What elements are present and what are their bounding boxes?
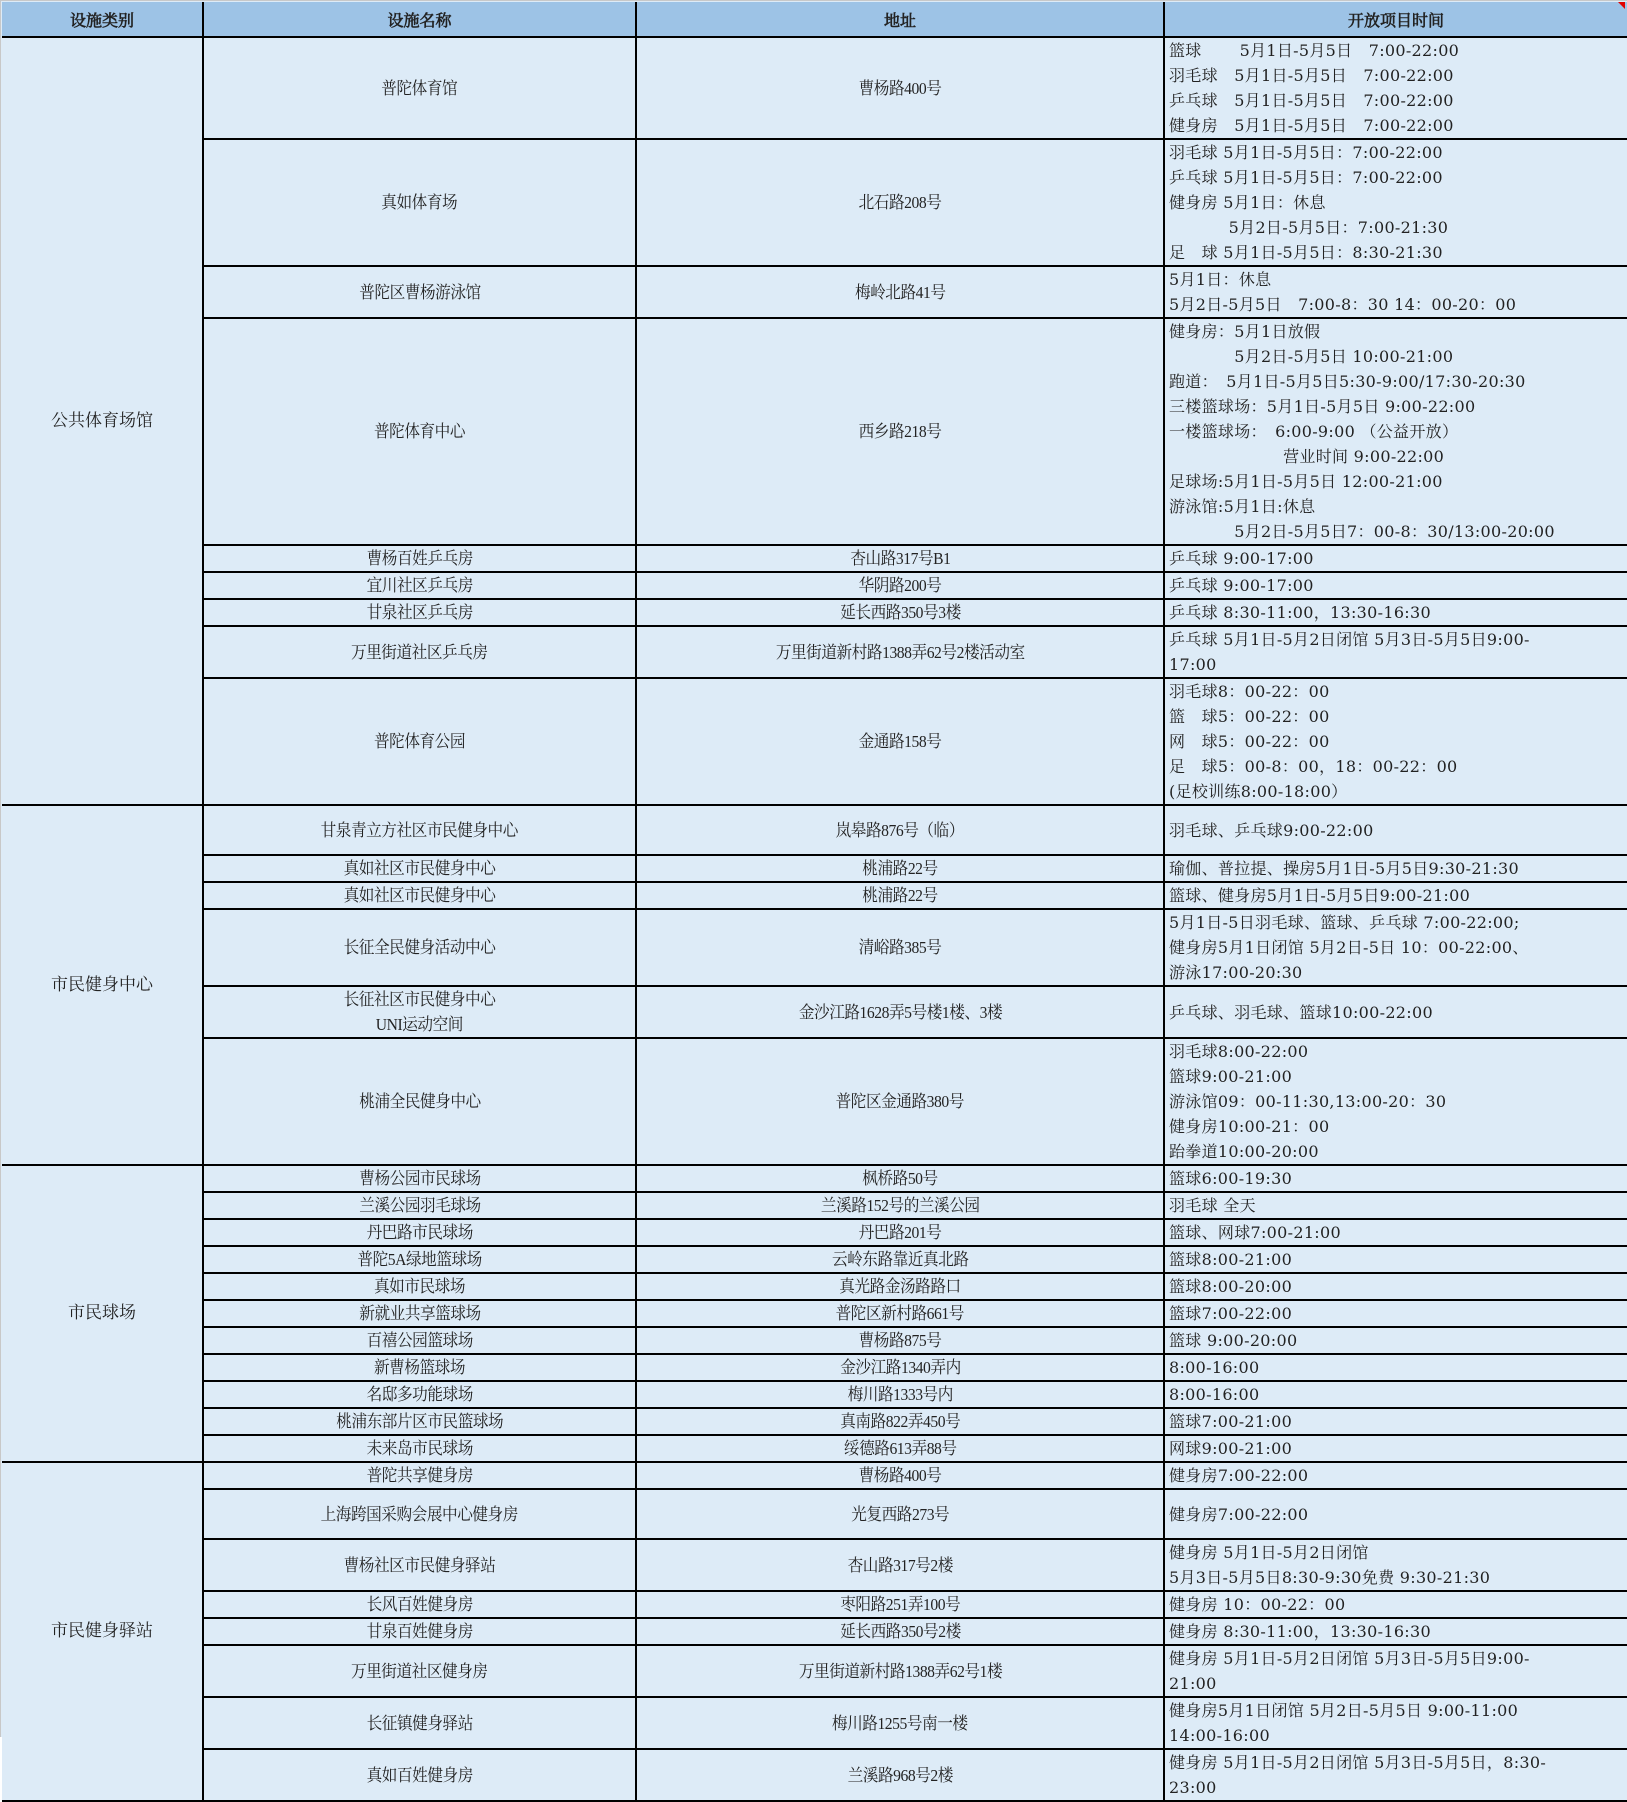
facility-name-cell[interactable] bbox=[203, 1462, 636, 1489]
facility-name: 名邸多功能球场 bbox=[366, 1385, 473, 1404]
facility-name-cell[interactable] bbox=[203, 626, 636, 678]
opening-hours-cell[interactable] bbox=[1164, 1300, 1627, 1327]
facility-name: 万里街道社区乒乓房 bbox=[351, 642, 488, 662]
address-cell[interactable] bbox=[636, 855, 1164, 882]
address-text: 丹巴路201号 bbox=[858, 1223, 942, 1242]
address-cell[interactable] bbox=[636, 1038, 1164, 1165]
address-cell[interactable] bbox=[636, 626, 1164, 678]
opening-hours-cell[interactable] bbox=[1164, 1591, 1627, 1618]
hours-line: 健身房 8:30-11:00，13:30-16:30 bbox=[1169, 1622, 1431, 1641]
hours-line: 瑜伽、普拉提、操房5月1日-5月5日9:30-21:30 bbox=[1169, 859, 1519, 878]
hours-line: 羽毛球8：00-22：00 bbox=[1169, 682, 1330, 701]
hours-line: 羽毛球 全天 bbox=[1169, 1196, 1256, 1215]
address-text: 绥德路613弄88号 bbox=[843, 1439, 957, 1458]
hours-line: 健身房 5月1日：休息 bbox=[1169, 193, 1326, 212]
hours-line: 一楼篮球场： 6:00-9:00 （公益开放） bbox=[1169, 422, 1459, 441]
facility-name: 普陀区曹杨游泳馆 bbox=[358, 282, 481, 302]
table-row bbox=[2, 1327, 1627, 1354]
table-row bbox=[2, 1408, 1627, 1435]
category-label: 市民健身中心 bbox=[51, 974, 153, 995]
facility-name-cell[interactable] bbox=[203, 1435, 636, 1462]
address-cell[interactable] bbox=[636, 1165, 1164, 1192]
facility-name-cell[interactable] bbox=[203, 1408, 636, 1435]
table-row bbox=[2, 1354, 1627, 1381]
opening-hours-cell[interactable] bbox=[1164, 1165, 1627, 1192]
opening-hours-cell[interactable] bbox=[1164, 626, 1627, 678]
facility-name-cell[interactable] bbox=[203, 1246, 636, 1273]
hours-line: 8:00-16:00 bbox=[1169, 1358, 1260, 1377]
facility-name-cell[interactable] bbox=[203, 678, 636, 805]
facility-name: 宜川社区乒乓房 bbox=[366, 576, 473, 595]
facility-name: 真如市民球场 bbox=[373, 1277, 466, 1296]
facility-name: 桃浦全民健身中心 bbox=[358, 1092, 481, 1111]
hours-line: 篮球9:00-21:00 bbox=[1169, 1067, 1293, 1086]
facility-name: 普陀5A绿地篮球场 bbox=[357, 1250, 482, 1269]
hours-line: 乒乓球 5月1日-5月5日：7:00-22:00 bbox=[1169, 168, 1443, 187]
opening-hours-cell[interactable] bbox=[1164, 1038, 1627, 1165]
facility-name-cell[interactable] bbox=[203, 139, 636, 266]
hours-line: 健身房 5月1日-5月2日闭馆 bbox=[1169, 1543, 1369, 1562]
address-text: 曹杨路400号 bbox=[858, 1466, 942, 1485]
address-text: 桃浦路22号 bbox=[862, 886, 938, 905]
address-text: 真光路金汤路路口 bbox=[839, 1277, 961, 1296]
address-cell[interactable] bbox=[636, 882, 1164, 909]
opening-hours-cell[interactable] bbox=[1164, 1246, 1627, 1273]
hours-line: 健身房 5月1日-5月2日闭馆 5月3日-5月5日9:00- bbox=[1169, 1649, 1530, 1668]
opening-hours-cell[interactable] bbox=[1164, 1462, 1627, 1489]
address-text: 桃浦路22号 bbox=[862, 859, 938, 878]
hours-line: 游泳馆09：00-11:30,13:00-20：30 bbox=[1169, 1092, 1447, 1111]
hours-line: 乒乓球 5月1日-5月2日闭馆 5月3日-5月5日9:00- bbox=[1169, 630, 1530, 649]
facility-name: 普陀体育公园 bbox=[373, 732, 466, 751]
address-cell[interactable] bbox=[636, 572, 1164, 599]
address-cell[interactable] bbox=[636, 545, 1164, 572]
hours-line: 篮球 9:00-20:00 bbox=[1169, 1331, 1298, 1350]
category-cell[interactable] bbox=[2, 1462, 203, 1801]
hours-line: 乒乓球 8:30-11:00，13:30-16:30 bbox=[1169, 603, 1431, 622]
table-row bbox=[2, 1591, 1627, 1618]
hours-line: 健身房 5月1日-5月5日 7:00-22:00 bbox=[1169, 116, 1454, 135]
table-row bbox=[2, 1192, 1627, 1219]
hours-line: 乒乓球、羽毛球、篮球10:00-22:00 bbox=[1169, 1002, 1433, 1022]
opening-hours-cell[interactable] bbox=[1164, 266, 1627, 318]
address-cell[interactable] bbox=[636, 1618, 1164, 1645]
table-row bbox=[2, 909, 1627, 986]
opening-hours-cell[interactable] bbox=[1164, 1435, 1627, 1462]
address-cell[interactable] bbox=[636, 1749, 1164, 1801]
facility-name-cell[interactable] bbox=[203, 1749, 636, 1801]
address-text: 梅川路1255号南一楼 bbox=[832, 1713, 968, 1733]
address-text: 梅岭北路41号 bbox=[854, 282, 946, 302]
address-cell[interactable] bbox=[636, 318, 1164, 545]
facility-name-cell[interactable] bbox=[203, 1697, 636, 1749]
address-cell[interactable] bbox=[636, 139, 1164, 266]
hours-line: 游泳17:00-20:30 bbox=[1169, 963, 1303, 982]
address-cell[interactable] bbox=[636, 1273, 1164, 1300]
facility-name-cell[interactable] bbox=[203, 1327, 636, 1354]
facility-name-cell[interactable] bbox=[203, 882, 636, 909]
facility-name: 万里街道社区健身房 bbox=[351, 1661, 488, 1681]
facility-name-cell[interactable] bbox=[203, 37, 636, 139]
opening-hours-cell[interactable] bbox=[1164, 1354, 1627, 1381]
hours-line: 篮球、健身房5月1日-5月5日9:00-21:00 bbox=[1169, 886, 1471, 905]
facility-name: 未来岛市民球场 bbox=[366, 1439, 473, 1458]
address-text: 北石路208号 bbox=[858, 193, 942, 212]
facility-name: 上海跨国采购会展中心健身房 bbox=[320, 1504, 519, 1524]
opening-hours-cell[interactable] bbox=[1164, 1192, 1627, 1219]
address-cell[interactable] bbox=[636, 266, 1164, 318]
hours-line: 游泳馆:5月1日:休息 bbox=[1169, 497, 1316, 516]
address-text: 云岭东路靠近真北路 bbox=[831, 1250, 969, 1269]
facility-name-cell[interactable] bbox=[203, 599, 636, 626]
address-text: 金沙江路1628弄5号楼1楼、3楼 bbox=[798, 1002, 1002, 1022]
address-text: 延长西路350号2楼 bbox=[839, 1622, 961, 1641]
hours-line: 篮球7:00-21:00 bbox=[1169, 1412, 1293, 1431]
facility-name-cell[interactable] bbox=[203, 1591, 636, 1618]
facility-name: 曹杨公园市民球场 bbox=[358, 1169, 481, 1188]
hours-line: 8:00-16:00 bbox=[1169, 1385, 1260, 1404]
address-text: 万里街道新村路1388弄62号1楼 bbox=[798, 1661, 1002, 1681]
facility-name-cell[interactable] bbox=[203, 572, 636, 599]
table-row bbox=[2, 1273, 1627, 1300]
opening-hours-cell[interactable] bbox=[1164, 599, 1627, 626]
table-row bbox=[2, 1539, 1627, 1591]
hours-line: 5月2日-5月5日：7:00-21:30 bbox=[1169, 218, 1449, 237]
hours-line: 乒乓球 9:00-17:00 bbox=[1169, 576, 1314, 595]
opening-hours-cell[interactable] bbox=[1164, 1645, 1627, 1697]
table-row bbox=[2, 1697, 1627, 1749]
address-text: 兰溪路968号2楼 bbox=[847, 1765, 953, 1785]
hours-line: 5月3日-5月5日8:30-9:30免费 9:30-21:30 bbox=[1169, 1568, 1491, 1587]
hours-line: 篮球8:00-20:00 bbox=[1169, 1277, 1293, 1296]
hours-line: 健身房 5月1日-5月2日闭馆 5月3日-5月5日，8:30- bbox=[1169, 1753, 1547, 1772]
hours-line: 羽毛球8:00-22:00 bbox=[1169, 1042, 1309, 1061]
facility-name: 曹杨百姓乒乓房 bbox=[366, 549, 473, 568]
hours-line: 营业时间 9:00-22:00 bbox=[1169, 447, 1445, 466]
hours-line: 篮球6:00-19:30 bbox=[1169, 1169, 1293, 1188]
address-text: 枫桥路50号 bbox=[862, 1169, 938, 1188]
address-cell[interactable] bbox=[636, 909, 1164, 986]
facility-name-cell[interactable] bbox=[203, 1539, 636, 1591]
hours-line: 5月1日：休息 bbox=[1169, 270, 1272, 289]
category-cell[interactable] bbox=[2, 805, 203, 1165]
address-cell[interactable] bbox=[636, 1219, 1164, 1246]
address-text: 金沙江路1340弄内 bbox=[839, 1358, 961, 1377]
address-cell[interactable] bbox=[636, 678, 1164, 805]
hours-line: (足校训练8:00-18:00） bbox=[1169, 782, 1348, 801]
table-body bbox=[2, 37, 1627, 1801]
facility-name: 长征全民健身活动中心 bbox=[343, 938, 496, 957]
facility-name: 百禧公园篮球场 bbox=[366, 1331, 473, 1350]
facility-name-cell[interactable] bbox=[203, 266, 636, 318]
hours-line: 羽毛球 5月1日-5月5日 7:00-22:00 bbox=[1169, 66, 1454, 85]
facility-name: 丹巴路市民球场 bbox=[366, 1223, 473, 1242]
facility-name-cell[interactable] bbox=[203, 1300, 636, 1327]
facility-name-cell[interactable] bbox=[203, 805, 636, 855]
facility-name: 真如百姓健身房 bbox=[366, 1765, 473, 1785]
facility-name: 普陀体育中心 bbox=[373, 422, 466, 441]
address-cell[interactable] bbox=[636, 37, 1164, 139]
table-row bbox=[2, 986, 1627, 1038]
facility-name-cell[interactable] bbox=[203, 1165, 636, 1192]
table-row bbox=[2, 678, 1627, 805]
address-text: 延长西路350号3楼 bbox=[839, 603, 961, 622]
table-row bbox=[2, 855, 1627, 882]
hours-line: 三楼篮球场：5月1日-5月5日 9:00-22:00 bbox=[1169, 397, 1476, 416]
hours-line: 篮球 5月1日-5月5日 7:00-22:00 bbox=[1169, 41, 1460, 60]
table-row bbox=[2, 599, 1627, 626]
address-cell[interactable] bbox=[636, 1462, 1164, 1489]
address-cell[interactable] bbox=[636, 986, 1164, 1038]
hours-line: 5月1日-5日羽毛球、篮球、乒乓球 7:00-22:00; bbox=[1169, 913, 1520, 932]
header-hours[interactable] bbox=[1164, 2, 1627, 37]
header-hours-label: 开放项目时间 bbox=[1347, 10, 1444, 30]
address-text: 真南路822弄450号 bbox=[839, 1412, 961, 1431]
hours-line: 14:00-16:00 bbox=[1169, 1726, 1270, 1745]
opening-hours-cell[interactable] bbox=[1164, 37, 1627, 139]
header-row bbox=[2, 2, 1627, 37]
facility-name: 兰溪公园羽毛球场 bbox=[358, 1196, 481, 1215]
address-cell[interactable] bbox=[636, 1645, 1164, 1697]
comment-indicator-icon[interactable] bbox=[1618, 2, 1625, 9]
facility-name-cell[interactable] bbox=[203, 318, 636, 545]
hours-line: 健身房10:00-21：00 bbox=[1169, 1117, 1330, 1136]
address-text: 杏山路317号B1 bbox=[849, 549, 951, 568]
hours-line: 乒乓球 5月1日-5月5日 7:00-22:00 bbox=[1169, 91, 1454, 110]
facility-name: 真如社区市民健身中心 bbox=[343, 859, 496, 878]
address-cell[interactable] bbox=[636, 1192, 1164, 1219]
facility-name: 长征社区市民健身中心 bbox=[343, 990, 496, 1009]
facility-name-cell[interactable] bbox=[203, 1645, 636, 1697]
address-text: 西乡路218号 bbox=[858, 422, 942, 441]
hours-line: 健身房7:00-22:00 bbox=[1169, 1466, 1309, 1485]
table-row bbox=[2, 1435, 1627, 1462]
header-address[interactable]: 地址 bbox=[636, 2, 1164, 37]
opening-hours-cell[interactable] bbox=[1164, 1539, 1627, 1591]
hours-line: 健身房：5月1日放假 bbox=[1169, 322, 1321, 341]
header-category[interactable]: 设施类别 bbox=[2, 2, 203, 37]
facility-name-cell[interactable] bbox=[203, 1354, 636, 1381]
facility-name: 新就业共享篮球场 bbox=[358, 1304, 481, 1323]
hours-line: 网球9:00-21:00 bbox=[1169, 1439, 1293, 1458]
opening-hours-cell[interactable] bbox=[1164, 1749, 1627, 1801]
facility-name-cell[interactable] bbox=[203, 1273, 636, 1300]
address-text: 光复西路273号 bbox=[851, 1504, 949, 1524]
hours-line: 健身房5月1日闭馆 5月2日-5月5日 9:00-11:00 bbox=[1169, 1701, 1519, 1720]
facility-name-cell[interactable] bbox=[203, 855, 636, 882]
address-cell[interactable] bbox=[636, 599, 1164, 626]
hours-line: 篮球7:00-22:00 bbox=[1169, 1304, 1293, 1323]
facility-name: 普陀共享健身房 bbox=[366, 1466, 473, 1485]
hours-line: 健身房7:00-22:00 bbox=[1169, 1504, 1309, 1524]
facility-name-cell[interactable] bbox=[203, 1038, 636, 1165]
opening-hours-cell[interactable] bbox=[1164, 882, 1627, 909]
opening-hours-cell[interactable] bbox=[1164, 545, 1627, 572]
address-text: 梅川路1333号内 bbox=[847, 1385, 953, 1404]
facility-name: 长征镇健身驿站 bbox=[366, 1713, 473, 1733]
hours-line: 羽毛球 5月1日-5月5日：7:00-22:00 bbox=[1169, 143, 1443, 162]
address-text: 清峪路385号 bbox=[858, 938, 942, 957]
opening-hours-cell[interactable] bbox=[1164, 1273, 1627, 1300]
hours-line: 21:00 bbox=[1169, 1674, 1217, 1693]
address-text: 普陀区金通路380号 bbox=[835, 1092, 965, 1111]
facility-name: 桃浦东部片区市民篮球场 bbox=[336, 1412, 503, 1431]
address-text: 金通路158号 bbox=[858, 732, 942, 751]
opening-hours-cell[interactable] bbox=[1164, 1381, 1627, 1408]
hours-line: 5月2日-5月5日7：00-8：30/13:00-20:00 bbox=[1169, 522, 1555, 541]
category-label: 公共体育场馆 bbox=[51, 410, 153, 431]
address-cell[interactable] bbox=[636, 1435, 1164, 1462]
table-row bbox=[2, 1489, 1627, 1539]
opening-hours-cell[interactable] bbox=[1164, 318, 1627, 545]
address-cell[interactable] bbox=[636, 1300, 1164, 1327]
category-label: 市民球场 bbox=[68, 1303, 136, 1323]
facility-name: 长风百姓健身房 bbox=[366, 1595, 473, 1614]
facility-name: 曹杨社区市民健身驿站 bbox=[343, 1555, 496, 1575]
address-cell[interactable] bbox=[636, 1539, 1164, 1591]
facility-name: 甘泉社区乒乓房 bbox=[366, 603, 473, 622]
address-text: 兰溪路152号的兰溪公园 bbox=[820, 1196, 980, 1215]
opening-hours-cell[interactable] bbox=[1164, 572, 1627, 599]
hours-line: 羽毛球、乒乓球9:00-22:00 bbox=[1169, 820, 1374, 840]
address-cell[interactable] bbox=[636, 1246, 1164, 1273]
category-label: 市民健身驿站 bbox=[51, 1621, 153, 1641]
hours-line: 5月2日-5月5日 10:00-21:00 bbox=[1169, 347, 1454, 366]
opening-hours-cell[interactable] bbox=[1164, 855, 1627, 882]
address-cell[interactable] bbox=[636, 1381, 1164, 1408]
hours-line: 23:00 bbox=[1169, 1778, 1217, 1797]
address-cell[interactable] bbox=[636, 1591, 1164, 1618]
table-row bbox=[2, 1246, 1627, 1273]
table-row bbox=[2, 1618, 1627, 1645]
facility-name-cell[interactable] bbox=[203, 1618, 636, 1645]
table-row bbox=[2, 1165, 1627, 1192]
address-text: 普陀区新村路661号 bbox=[835, 1304, 965, 1323]
hours-line: 篮球、网球7:00-21:00 bbox=[1169, 1223, 1341, 1242]
table-row bbox=[2, 1381, 1627, 1408]
table-row bbox=[2, 572, 1627, 599]
address-text: 华阴路200号 bbox=[858, 576, 942, 595]
table-row bbox=[2, 1038, 1627, 1165]
category-cell[interactable] bbox=[2, 1165, 203, 1462]
facility-name: 甘泉青立方社区市民健身中心 bbox=[320, 820, 519, 840]
opening-hours-cell[interactable] bbox=[1164, 1219, 1627, 1246]
opening-hours-cell[interactable] bbox=[1164, 1489, 1627, 1539]
table-row bbox=[2, 139, 1627, 266]
table-row bbox=[2, 1219, 1627, 1246]
address-cell[interactable] bbox=[636, 1354, 1164, 1381]
table-row bbox=[2, 882, 1627, 909]
address-cell[interactable] bbox=[636, 1327, 1164, 1354]
facility-name-cell[interactable] bbox=[203, 1381, 636, 1408]
hours-line: 健身房5月1日闭馆 5月2日-5日 10：00-22:00、 bbox=[1169, 938, 1529, 957]
address-cell[interactable] bbox=[636, 1489, 1164, 1539]
opening-hours-cell[interactable] bbox=[1164, 1408, 1627, 1435]
address-cell[interactable] bbox=[636, 1697, 1164, 1749]
address-cell[interactable] bbox=[636, 805, 1164, 855]
facility-name: 真如体育场 bbox=[381, 193, 458, 212]
hours-line: 篮球8:00-21:00 bbox=[1169, 1250, 1293, 1269]
facility-name: 真如社区市民健身中心 bbox=[343, 886, 496, 905]
hours-line: 17:00 bbox=[1169, 655, 1217, 674]
facility-name-cell[interactable] bbox=[203, 1489, 636, 1539]
opening-hours-cell[interactable] bbox=[1164, 1327, 1627, 1354]
table-row bbox=[2, 37, 1627, 139]
address-text: 岚皋路876号（临） bbox=[835, 820, 965, 840]
opening-hours-cell[interactable] bbox=[1164, 1618, 1627, 1645]
facility-name-cell[interactable] bbox=[203, 986, 636, 1038]
opening-hours-cell[interactable] bbox=[1164, 986, 1627, 1038]
address-text: 杏山路317号2楼 bbox=[847, 1555, 953, 1575]
facility-name: UNI运动空间 bbox=[375, 1015, 464, 1034]
hours-line: 跆拳道10:00-20:00 bbox=[1169, 1142, 1319, 1161]
address-text: 曹杨路875号 bbox=[858, 1331, 942, 1350]
address-text: 万里街道新村路1388弄62号2楼活动室 bbox=[775, 642, 1025, 662]
opening-hours-cell[interactable] bbox=[1164, 678, 1627, 805]
hours-line: 足 球5：00-8：00，18：00-22：00 bbox=[1169, 757, 1458, 776]
hours-line: 篮 球5：00-22：00 bbox=[1169, 707, 1330, 726]
table-row bbox=[2, 1462, 1627, 1489]
hours-line: 足 球 5月1日-5月5日：8:30-21:30 bbox=[1169, 243, 1443, 262]
facility-name-cell[interactable] bbox=[203, 545, 636, 572]
facility-name-cell[interactable] bbox=[203, 909, 636, 986]
opening-hours-cell[interactable] bbox=[1164, 805, 1627, 855]
header-name[interactable]: 设施名称 bbox=[203, 2, 636, 37]
table-row bbox=[2, 266, 1627, 318]
table-row bbox=[2, 1749, 1627, 1801]
facility-name: 普陀体育馆 bbox=[381, 78, 458, 98]
table-row bbox=[2, 626, 1627, 678]
table-row bbox=[2, 805, 1627, 855]
address-cell[interactable] bbox=[636, 1408, 1164, 1435]
table-row bbox=[2, 1300, 1627, 1327]
hours-line: 乒乓球 9:00-17:00 bbox=[1169, 549, 1314, 568]
facility-table bbox=[2, 2, 1627, 1802]
facility-name-cell[interactable] bbox=[203, 1219, 636, 1246]
hours-line: 健身房 10：00-22：00 bbox=[1169, 1595, 1346, 1614]
facility-name: 新曹杨篮球场 bbox=[373, 1358, 466, 1377]
hours-line: 足球场:5月1日-5月5日 12:00-21:00 bbox=[1169, 472, 1443, 491]
hours-line: 5月2日-5月5日 7:00-8：30 14：00-20：00 bbox=[1169, 295, 1517, 314]
opening-hours-cell[interactable] bbox=[1164, 909, 1627, 986]
opening-hours-cell[interactable] bbox=[1164, 139, 1627, 266]
hours-line: 跑道： 5月1日-5月5日5:30-9:00/17:30-20:30 bbox=[1169, 372, 1526, 391]
address-text: 曹杨路400号 bbox=[858, 78, 942, 98]
facility-name-cell[interactable] bbox=[203, 1192, 636, 1219]
category-cell[interactable] bbox=[2, 37, 203, 805]
table-row bbox=[2, 318, 1627, 545]
facility-name: 甘泉百姓健身房 bbox=[366, 1622, 473, 1641]
table-row bbox=[2, 1645, 1627, 1697]
opening-hours-cell[interactable] bbox=[1164, 1697, 1627, 1749]
address-text: 枣阳路251弄100号 bbox=[839, 1595, 961, 1614]
table-row bbox=[2, 545, 1627, 572]
hours-line: 网 球5：00-22：00 bbox=[1169, 732, 1330, 751]
